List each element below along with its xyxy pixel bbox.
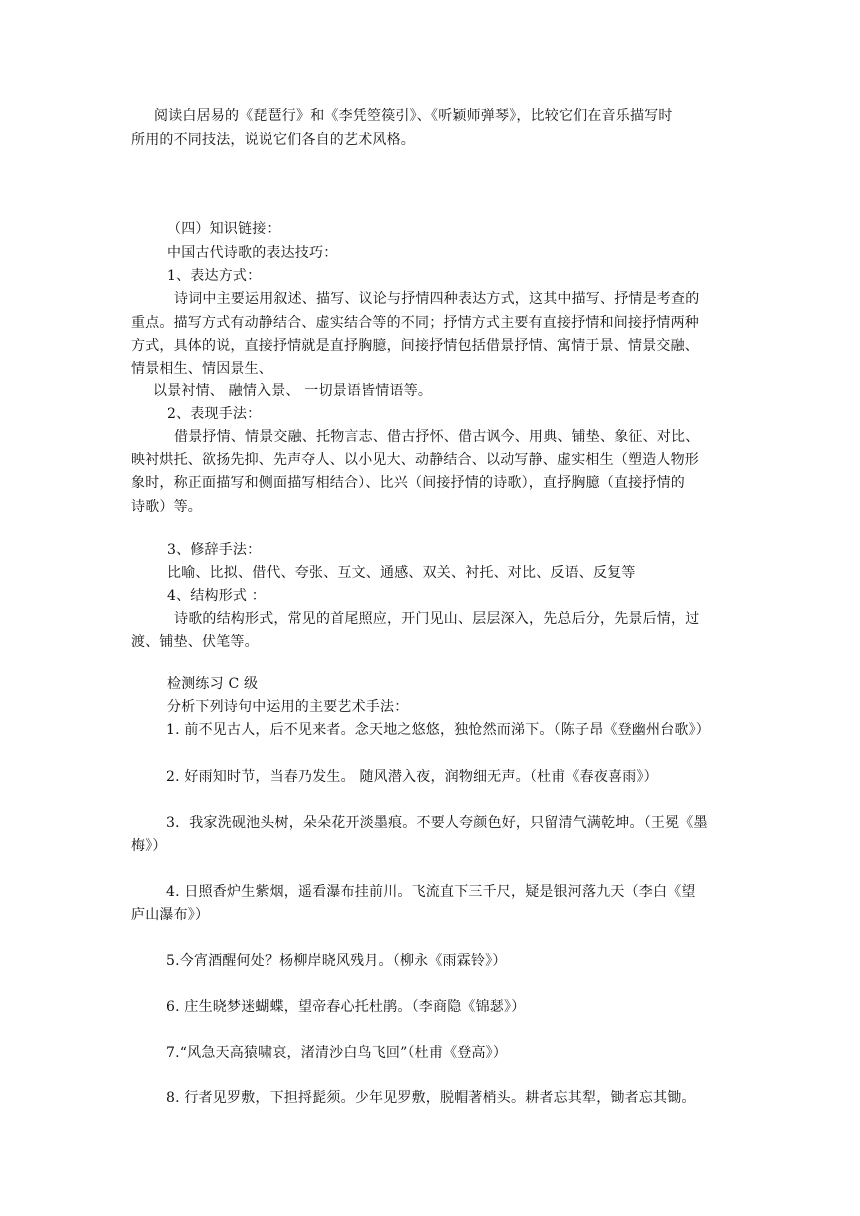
section-1-line-1: 诗词中主要运用叙述、描写、议论与抒情四种表达方式，这其中描写、抒情是考查的 (174, 291, 700, 307)
section-1-line-3: 方式，具体的说，直接抒情就是直抒胸臆，间接抒情包括借景抒情、寓情于景、情景交融、 (131, 338, 699, 354)
section-1-line-5: 以景衬情、 融情入景、 一切景语皆情语等。 (153, 383, 433, 399)
section-1-line-4: 情景相生、情因景生、 (131, 361, 273, 377)
section-4-line-2: 渡、铺垫、伏笔等。 (131, 634, 259, 650)
question-3-line-2: 梅》） (131, 838, 167, 854)
question-1: 1. 前不见古人，后不见来者。念天地之悠悠，独怆然而涕下。（陈子昂《登幽州台歌》） (166, 722, 711, 738)
section-4-line-1: 诗歌的结构形式，常见的首尾照应，开门见山、层层深入，先总后分，先景后情，过 (174, 611, 700, 627)
question-7: 7.“风急天高猿啸哀，渚清沙白鸟飞回”（杜甫《登高》） (166, 1045, 508, 1061)
section-2-line-2: 映衬烘托、欲扬先抑、先声夺人、以小见大、动静结合、以动写静、虚实相生（塑造人物形 (131, 452, 699, 468)
knowledge-subtitle: 中国古代诗歌的表达技巧： (167, 245, 338, 261)
question-4-line-2: 庐山瀑布》） (131, 907, 210, 923)
section-1-title: 1、表达方式： (167, 268, 262, 284)
intro-line-1: 阅读白居易的《琵琶行》和《李凭箜篌引》、《听颖师弹琴》，比较它们在音乐描写时 (154, 108, 673, 124)
intro-line-2: 所用的不同技法，说说它们各自的艺术风格。 (131, 132, 415, 148)
question-3-line-1: 3．我家洗砚池头树，朵朵花开淡墨痕。不要人夸颜色好，只留清气满乾坤。（王冕《墨 (166, 815, 708, 831)
section-2-line-4: 诗歌）等。 (131, 499, 202, 515)
section-3-title: 3、修辞手法： (167, 542, 262, 558)
question-6: 6. 庄生晓梦迷蝴蝶，望帝春心托杜鹃。（李商隐《锦瑟》） (166, 999, 526, 1015)
section-3-line-1: 比喻、比拟、借代、夸张、互文、通感、双关、衬托、对比、反语、反复等 (167, 565, 636, 581)
question-4-line-1: 4. 日照香炉生紫烟，遥看瀑布挂前川。飞流直下三千尺，疑是银河落九天（李白《望 (166, 884, 696, 900)
question-5: 5.今宵酒醒何处？杨柳岸晓风残月。（柳永《雨霖铃》） (166, 953, 507, 969)
section-4-title: 4、结构形式 ： (167, 588, 266, 604)
exercise-title: 检测练习 C 级 (167, 676, 259, 692)
section-2-line-1: 借景抒情、情景交融、托物言志、借古抒怀、借古讽今、用典、铺垫、象征、对比、 (174, 429, 700, 445)
question-2: 2. 好雨知时节，当春乃发生。 随风潜入夜，润物细无声。（杜甫《春夜喜雨》） (166, 769, 658, 785)
section-2-line-3: 象时，称正面描写和侧面描写相结合）、比兴（间接抒情的诗歌），直抒胸臆（直接抒情的 (131, 475, 685, 491)
knowledge-heading: （四）知识链接： (167, 221, 281, 237)
section-1-line-2: 重点。描写方式有动静结合、虚实结合等的不同；抒情方式主要有直接抒情和间接抒情两种 (131, 315, 699, 331)
question-8: 8. 行者见罗敷，下担捋髭须。少年见罗敷，脱帽著梢头。耕者忘其犁，锄者忘其锄。 (166, 1090, 696, 1106)
section-2-title: 2、表现手法： (167, 406, 262, 422)
exercise-instruction: 分析下列诗句中运用的主要艺术手法： (167, 699, 409, 715)
